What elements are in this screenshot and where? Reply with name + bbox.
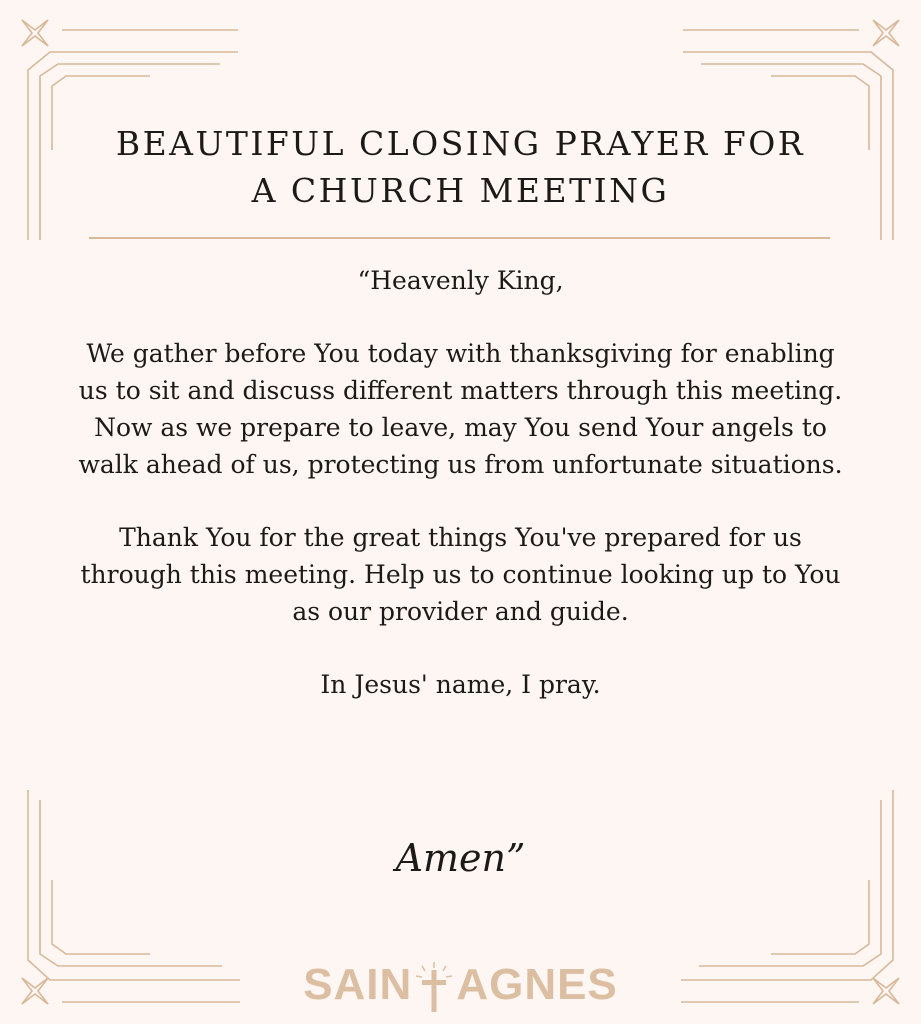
brand-left-text: SAIN bbox=[303, 960, 413, 1009]
title-line-1: BEAUTIFUL CLOSING PRAYER FOR bbox=[115, 124, 806, 163]
title-divider bbox=[89, 237, 830, 239]
prayer-closing-line: In Jesus' name, I pray. bbox=[320, 670, 601, 699]
cross-icon bbox=[414, 960, 454, 1014]
prayer-amen: Amen” bbox=[395, 836, 526, 880]
title-line-2: A CHURCH MEETING bbox=[251, 171, 670, 210]
page-title bbox=[60, 120, 861, 214]
prayer-paragraph-1: We gather before You today with thanksgiving for enabling us to sit and discuss different matters through this meeting. Now as we prepare to leave, may You send Your angels to walk ahead of us, protecting us from unfortunate situations. bbox=[78, 339, 843, 479]
prayer-paragraph-2: Thank You for the great things You've prepared for us through this meeting. Help us to continue looking up to You as our provider and guide. bbox=[80, 523, 841, 626]
brand-logo bbox=[0, 958, 921, 1014]
brand-right-text: AGNES bbox=[456, 960, 618, 1009]
prayer-text bbox=[70, 262, 851, 703]
prayer-greeting: “Heavenly King, bbox=[357, 266, 564, 295]
